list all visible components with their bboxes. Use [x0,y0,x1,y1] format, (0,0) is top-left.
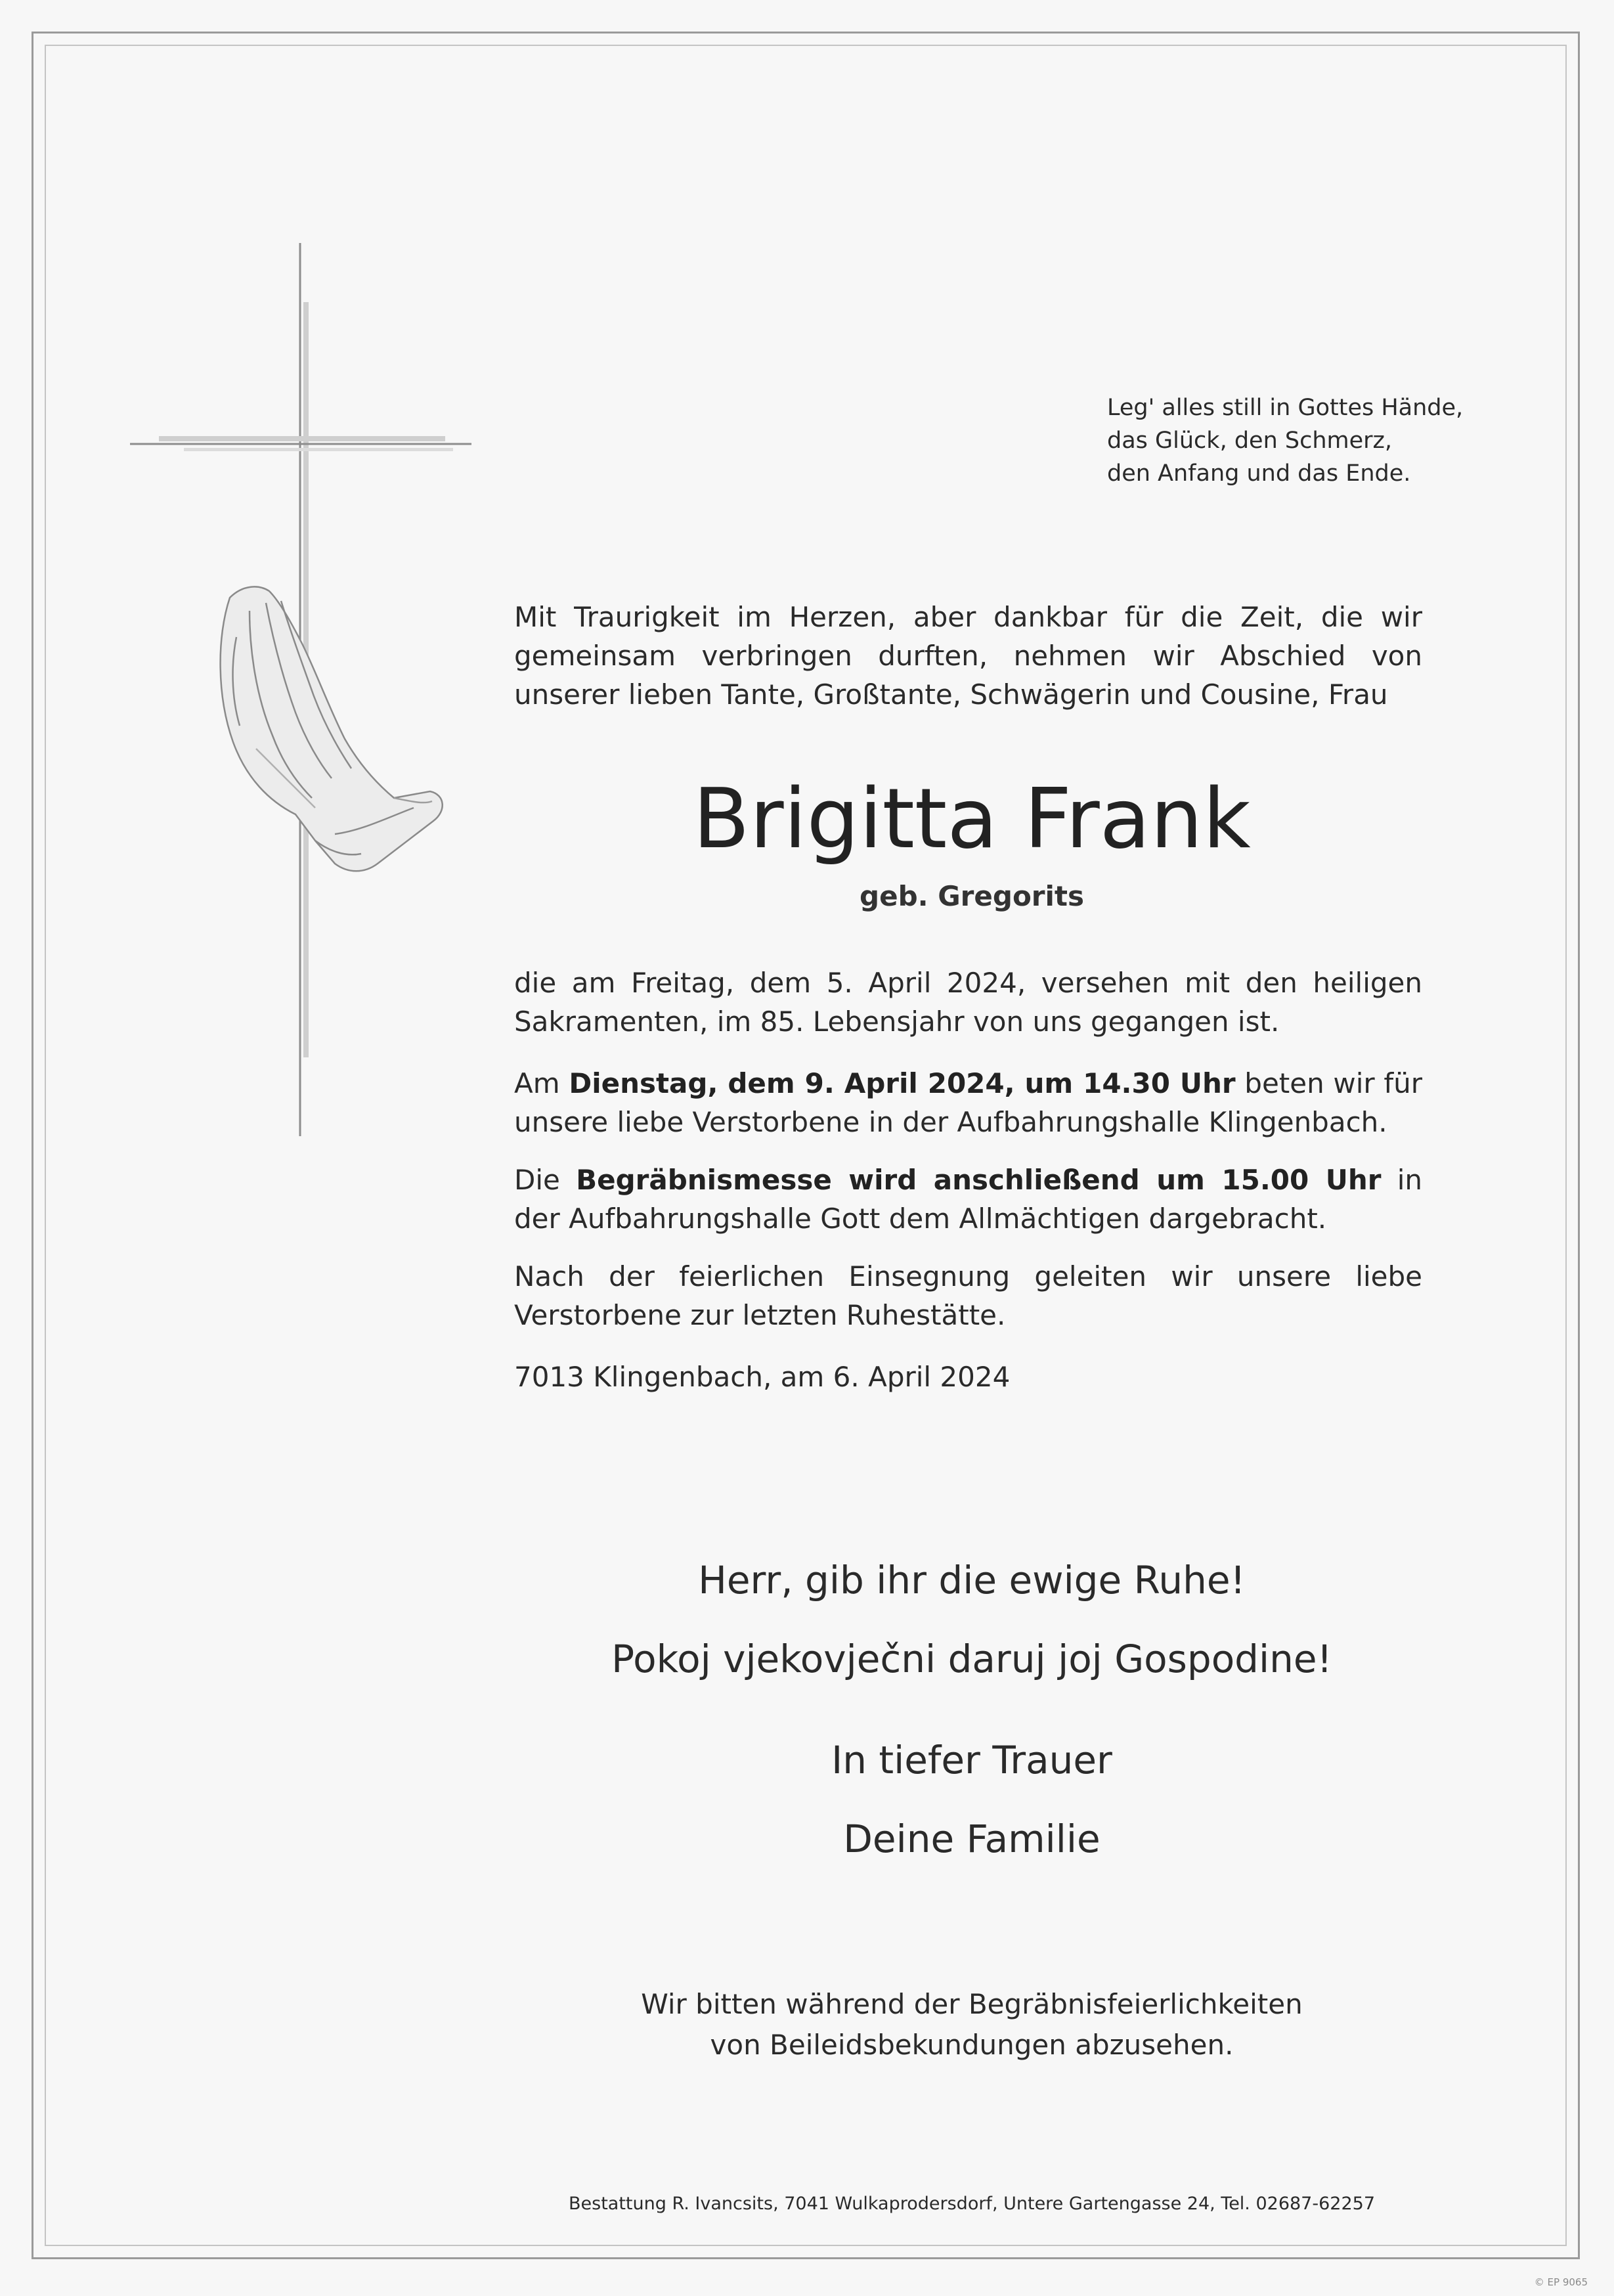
bible-verse [1107,391,1475,490]
verse-line-2: das Glück, den Schmerz, [1107,428,1393,454]
praying-hands-icon [221,586,443,871]
burial-paragraph: Nach der feierlichen Einsegnung geleiten wir unsere liebe Verstorbene zur letzten Ruhestätte. [514,1260,1422,1331]
verse-line-1: Leg' alles still in Gottes Hände, [1107,395,1464,421]
prayer-croatian: Pokoj vjekovječni daruj joj Gospodine! [611,1637,1332,1681]
prayer-service-details: beten wir für unsere liebe Verstorbene in der Aufbahrungshalle Klingenbach. [514,1067,1422,1138]
prayer-service-date: Dienstag, dem 9. April 2024, um 14.30 Uhr [569,1067,1236,1099]
place-and-date: 7013 Klingenbach, am 6. April 2024 [514,1361,1011,1393]
death-notice-paragraph: die am Freitag, dem 5. April 2024, versehen mit den heiligen Sakramenten, im 85. Lebensjahr von uns gegangen ist. [514,967,1422,1038]
condolence-request [460,1984,1484,2065]
closing-line-1: In tiefer Trauer [831,1738,1112,1782]
funeral-mass-lead: Die [514,1164,560,1196]
intro-paragraph: Mit Traurigkeit im Herzen, aber dankbar für die Zeit, die wir gemeinsam verbringen durften, nehmen wir Abschied von unserer lieben Tante, Großtante, Schwägerin und Cousine, Frau [514,601,1422,711]
request-line-2: von Beileidsbekundungen abzusehen. [710,2029,1234,2061]
verse-line-3: den Anfang und das Ende. [1107,460,1411,487]
request-line-1: Wir bitten während der Begräbnisfeierlichkeiten [641,1988,1303,2020]
prayer-service-paragraph [514,1064,1422,1141]
closing-line-2: Deine Familie [843,1817,1101,1861]
maiden-name: geb. Gregorits [860,880,1084,912]
undertaker-info: Bestattung R. Ivancsits, 7041 Wulkaprodersdorf, Untere Gartengasse 24, Tel. 02687-62257 [569,2194,1375,2214]
cross-with-praying-hands-icon [118,243,486,1149]
funeral-mass-paragraph [514,1160,1422,1238]
funeral-mass-details: in der Aufbahrungshalle Gott dem Allmächtigen dargebracht. [514,1164,1422,1235]
prayer-service-lead: Am [514,1067,560,1099]
deceased-name: Brigitta Frank [693,770,1251,867]
prayer-german: Herr, gib ihr die ewige Ruhe! [698,1558,1246,1602]
print-code: © EP 9065 [1534,2276,1588,2288]
funeral-mass-time: Begräbnismesse wird anschließend um 15.00 Uhr [576,1164,1382,1196]
